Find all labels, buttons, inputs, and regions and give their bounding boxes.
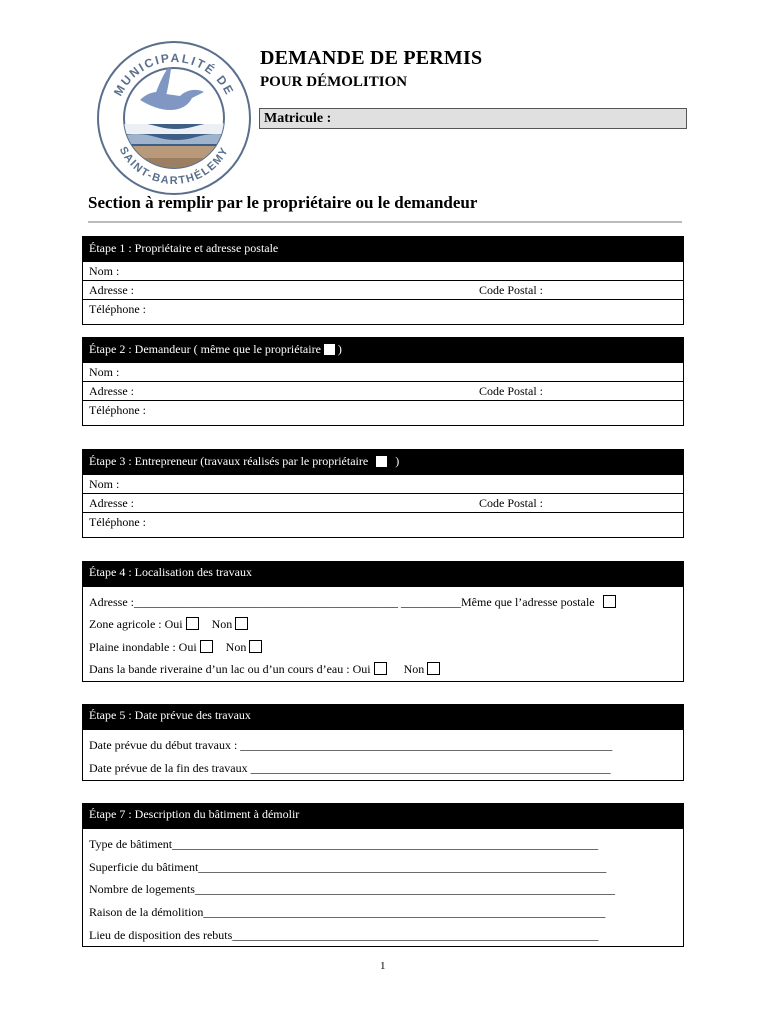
step2-title-end: ) (337, 342, 342, 356)
nom-label: Nom : (89, 264, 120, 278)
zone-agricole-line (89, 617, 251, 632)
step2-nom-field[interactable] (83, 362, 683, 381)
owner-performs-work-checkbox[interactable] (376, 456, 387, 467)
page-number: 1 (380, 960, 386, 972)
zone-agricole-non-checkbox[interactable] (235, 617, 248, 630)
date-debut-field[interactable]: Date prévue du début travaux : ______________________________________________________________ (89, 738, 613, 752)
step4-header: Étape 4 : Localisation des travaux (83, 562, 683, 587)
date-fin-field[interactable]: Date prévue de la fin des travaux ____________________________________________________________ (89, 761, 611, 775)
adresse-label: Adresse : (89, 283, 134, 297)
step7-header: Étape 7 : Description du bâtiment à démolir (83, 804, 683, 829)
adresse-label: Adresse : (89, 496, 134, 510)
plaine-inondable-label: Plaine inondable : Oui (89, 640, 197, 654)
step2-title: Étape 2 : Demandeur ( même que le propriétaire (89, 342, 321, 356)
nom-label: Nom : (89, 365, 120, 379)
adresse-label: Adresse :____________________________________________ __________Même que l’adresse postale (89, 595, 595, 609)
logo-text-bottom: SAINT-BARTHÉLEMY (116, 144, 232, 188)
matricule-field[interactable]: Matricule : (259, 108, 687, 129)
superficie-field[interactable]: Superficie du bâtiment____________________________________________________________________ (89, 860, 607, 874)
step3-title: Étape 3 : Entrepreneur (travaux réalisés par le propriétaire (89, 454, 369, 468)
step2-header (83, 338, 683, 362)
step3-telephone-field[interactable] (83, 512, 683, 533)
step7-box (82, 803, 684, 947)
code-postal-label: Code Postal : (479, 384, 544, 398)
step1-telephone-field[interactable] (83, 299, 683, 320)
code-postal-label: Code Postal : (479, 283, 544, 297)
lieu-disposition-field[interactable]: Lieu de disposition des rebuts_____________________________________________________________ (89, 928, 599, 942)
form-subtitle: POUR DÉMOLITION (260, 74, 408, 90)
step4-box (82, 561, 684, 682)
telephone-label: Téléphone : (89, 515, 146, 529)
form-title: DEMANDE DE PERMIS (260, 47, 483, 69)
same-as-owner-checkbox[interactable] (324, 344, 335, 355)
raison-demolition-field[interactable]: Raison de la démolition___________________________________________________________________ (89, 905, 606, 919)
step3-title-end: ) (395, 454, 400, 468)
step2-telephone-field[interactable] (83, 400, 683, 421)
code-postal-label: Code Postal : (479, 496, 544, 510)
step4-adresse-line[interactable] (89, 595, 619, 610)
municipality-logo (96, 40, 252, 196)
non-label: Non (225, 640, 247, 654)
step3-adresse-field[interactable] (83, 493, 683, 512)
logo-text-top: MUNICIPALITÉ DE (110, 50, 238, 99)
nom-label: Nom : (89, 477, 120, 491)
step2-adresse-field[interactable] (83, 381, 683, 400)
bande-riveraine-label: Dans la bande riveraine d’un lac ou d’un cours d’eau : Oui (89, 662, 371, 676)
step1-header: Étape 1 : Propriétaire et adresse postale (83, 237, 683, 261)
zone-agricole-label: Zone agricole : Oui (89, 617, 183, 631)
step2-box (82, 337, 684, 426)
bande-riveraine-non-checkbox[interactable] (427, 662, 440, 675)
non-label: Non (403, 662, 425, 676)
telephone-label: Téléphone : (89, 403, 146, 417)
plaine-inondable-oui-checkbox[interactable] (200, 640, 213, 653)
step5-header: Étape 5 : Date prévue des travaux (83, 705, 683, 730)
step3-box (82, 449, 684, 538)
plaine-inondable-line (89, 640, 265, 655)
non-label: Non (211, 617, 233, 631)
step5-box (82, 704, 684, 781)
bande-riveraine-oui-checkbox[interactable] (374, 662, 387, 675)
zone-agricole-oui-checkbox[interactable] (186, 617, 199, 630)
plaine-inondable-non-checkbox[interactable] (249, 640, 262, 653)
step1-nom-field[interactable] (83, 261, 683, 280)
step3-nom-field[interactable] (83, 474, 683, 493)
section-title: Section à remplir par le propriétaire ou le demandeur (88, 193, 478, 212)
nombre-logements-field[interactable]: Nombre de logements______________________________________________________________________ (89, 882, 615, 896)
type-batiment-field[interactable]: Type de bâtiment_______________________________________________________________________ (89, 837, 599, 851)
telephone-label: Téléphone : (89, 302, 146, 316)
same-as-postal-checkbox[interactable] (603, 595, 616, 608)
step3-header (83, 450, 683, 474)
step1-adresse-field[interactable] (83, 280, 683, 299)
section-divider (88, 221, 682, 223)
bande-riveraine-line (89, 662, 443, 677)
step1-box (82, 236, 684, 325)
adresse-label: Adresse : (89, 384, 134, 398)
